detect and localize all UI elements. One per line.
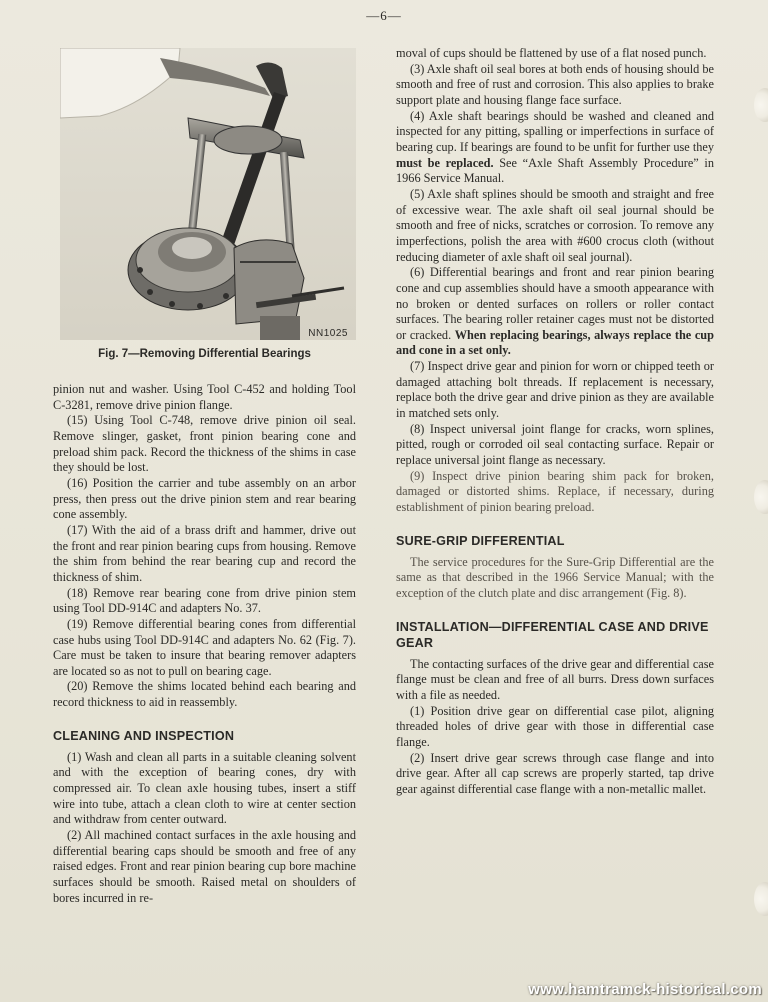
paragraph: (2) All machined contact surfaces in the axle housing and differential bearing caps should be smooth and free of any raised edges. Front and rear pinion bearing cup bore machine surfaces should be smooth. Raised metal on shoulders of bores incurred in re-: [53, 828, 356, 905]
section-heading-cleaning: CLEANING AND INSPECTION: [53, 728, 235, 743]
paragraph: (15) Using Tool C-748, remove drive pinion oil seal. Remove slinger, gasket, front pinion bearing cone and preload shim pack. Record the thickness of the shims in case they should be lost.: [53, 413, 356, 475]
paragraph: (18) Remove rear bearing cone from drive pinion stem using Tool DD-914C and adapters No. 37.: [53, 585, 356, 616]
paragraph: (3) Axle shaft oil seal bores at both ends of housing should be smooth and free of rust and corrosion. This also applies to brake support plate and housing flange face surface.: [396, 61, 714, 107]
paragraph: [396, 109, 714, 187]
left-column: [53, 382, 356, 906]
binder-hole: [754, 480, 768, 514]
binder-hole: [754, 88, 768, 122]
figure-code: NN1025: [308, 328, 348, 339]
page-number: —6—: [366, 8, 402, 23]
paragraph: The service procedures for the Sure-Grip Differential are the same as that described in the 1966 Service Manual; with the exception of the clutch plate and disc arrangement (Fig. 8).: [396, 554, 714, 600]
text-run: See “Axle Shaft Assembly Procedure” in 1966 Service Manual.: [396, 155, 714, 186]
paragraph: (9) Inspect drive pinion bearing shim pack for broken, damaged or distorted shims. Replace, if necessary, during establishment of pinion bearing preload.: [396, 468, 714, 515]
emphasis-text: must be replaced.: [396, 155, 494, 170]
section-heading-installation: INSTALLATION—DIFFERENTIAL CASE AND DRIVE GEAR: [396, 619, 709, 650]
paragraph: moval of cups should be flattened by use of a flat nosed punch.: [396, 46, 707, 60]
paragraph: (20) Remove the shims located behind each bearing and record thickness to aid in reassembly.: [53, 679, 356, 710]
paragraph: pinion nut and washer. Using Tool C-452 and holding Tool C-3281, remove drive pinion flange.: [53, 382, 356, 412]
text-run: (6) Differential bearings and front and rear pinion bearing cone and cup assemblies should have a smooth appearance with no broken or dented surfaces on rollers or roller contact surfaces. The bearing roller retainer cages must not be distorted or cracked.: [396, 265, 714, 342]
paragraph: (5) Axle shaft splines should be smooth and straight and free of excessive wear. The axle shaft oil seal journal should be smooth and free of nicks, scratches or corrosion. To remove any imperfections, polish the area with #600 crocus cloth (without reducing diameter of axle shaft oil seal journal).: [396, 186, 714, 264]
text-run: (4) Axle shaft bearings should be washed and cleaned and inspected for any pitting, spalling or imperfections in surface of bearing cup. If bearings are found to be unfit for further use they: [396, 108, 714, 154]
paragraph: (7) Inspect drive gear and pinion for worn or chipped teeth or damaged attaching bolt threads. If replacement is necessary, replace both the drive gear and drive pinion as they are available in matched sets only.: [396, 359, 714, 421]
right-column: [396, 46, 714, 798]
paragraph: (1) Wash and clean all parts in a suitable cleaning solvent and with the exception of bearing cones, dry with compressed air. To clean axle housing tubes, insert a stiff wire into tube, attach a clean cloth to wire at center section and withdraw from center outward.: [53, 749, 356, 827]
binder-hole: [754, 882, 768, 916]
paragraph: (17) With the aid of a brass drift and hammer, drive out the front and rear pinion bearing cups from housing. Remove the shim from behind the rear bearing cup and record the thickness of shim.: [53, 522, 356, 584]
figure-caption: Fig. 7—Removing Differential Bearings: [98, 348, 311, 360]
paragraph: (1) Position drive gear on differential case pilot, aligning threaded holes of drive gear with those in differential case flange.: [396, 703, 714, 749]
watermark: www.hamtramck-historical.com: [528, 981, 762, 998]
bearing-puller-illustration: [60, 48, 356, 340]
figure-photo: [60, 48, 356, 340]
paragraph: (8) Inspect universal joint flange for cracks, worn splines, pitted, rough or corroded oil seal contacting surface. Repair or replace universal joint flange as necessary.: [396, 421, 714, 468]
paragraph: (16) Position the carrier and tube assembly on an arbor press, then press out the drive pinion stem and rear bearing cone assembly.: [53, 475, 356, 522]
paragraph: (19) Remove differential bearing cones from differential case hubs using Tool DD-914C and adapters No. 62 (Fig. 7). Care must be taken to insure that bearing remover adapters are located so as not to pull on bearing cage.: [53, 616, 356, 678]
paragraph: (2) Insert drive gear screws through case flange and into drive gear. After all cap screws are properly started, tap drive gear against differential case flange with a non-metallic mallet.: [396, 750, 714, 796]
paragraph: [396, 265, 714, 359]
section-heading-suregrip: SURE-GRIP DIFFERENTIAL: [396, 533, 565, 548]
emphasis-text: When replacing bearings, always replace the cup and cone in a set only.: [396, 327, 714, 358]
paragraph: The contacting surfaces of the drive gear and differential case flange must be clean and free of all burrs. Dress down surfaces with a file as needed.: [396, 656, 714, 702]
